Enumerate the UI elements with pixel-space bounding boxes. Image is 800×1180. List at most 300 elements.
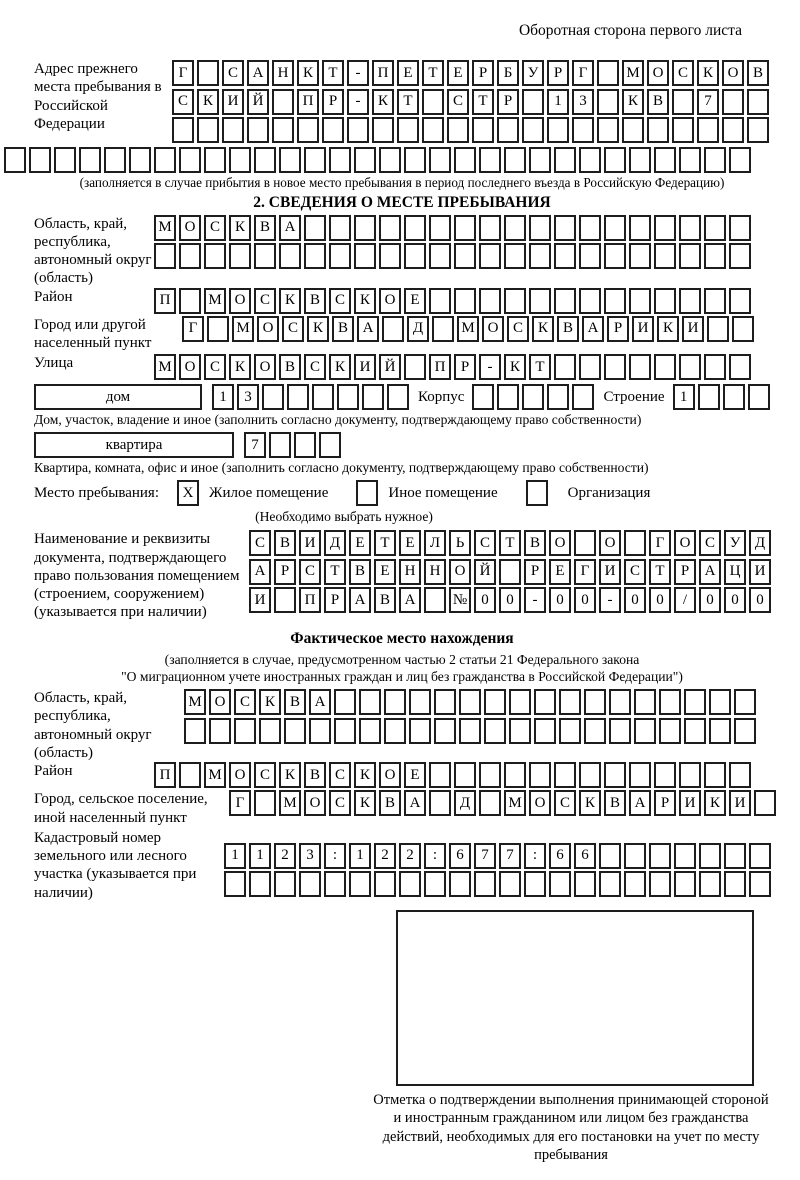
char-cell[interactable]: Р xyxy=(454,354,476,380)
char-cell[interactable]: Е xyxy=(549,559,571,585)
char-cell[interactable]: 1 xyxy=(673,384,695,410)
char-cell[interactable] xyxy=(629,215,651,241)
char-cell[interactable]: О xyxy=(599,530,621,556)
char-cell[interactable]: С xyxy=(282,316,304,342)
char-cell[interactable]: К xyxy=(532,316,554,342)
char-cell[interactable]: В xyxy=(279,354,301,380)
char-cell[interactable] xyxy=(499,559,521,585)
char-cell[interactable]: М xyxy=(204,288,226,314)
char-cell[interactable] xyxy=(554,147,576,173)
char-cell[interactable]: 0 xyxy=(499,587,521,613)
char-cell[interactable] xyxy=(322,117,344,143)
char-cell[interactable]: О xyxy=(209,689,231,715)
char-cell[interactable]: О xyxy=(482,316,504,342)
char-cell[interactable] xyxy=(434,718,456,744)
char-cell[interactable]: Р xyxy=(607,316,629,342)
char-cell[interactable] xyxy=(179,288,201,314)
char-cell[interactable] xyxy=(748,384,770,410)
char-cell[interactable] xyxy=(599,843,621,869)
char-cell[interactable] xyxy=(522,89,544,115)
char-cell[interactable]: П xyxy=(429,354,451,380)
char-cell[interactable]: Т xyxy=(529,354,551,380)
char-cell[interactable]: - xyxy=(599,587,621,613)
char-cell[interactable]: К xyxy=(354,762,376,788)
char-cell[interactable] xyxy=(404,354,426,380)
char-cell[interactable]: - xyxy=(347,89,369,115)
char-cell[interactable] xyxy=(597,117,619,143)
char-cell[interactable]: В xyxy=(332,316,354,342)
char-cell[interactable] xyxy=(274,871,296,897)
char-cell[interactable]: В xyxy=(254,215,276,241)
char-cell[interactable]: К xyxy=(372,89,394,115)
char-cell[interactable] xyxy=(629,288,651,314)
char-cell[interactable]: Б xyxy=(497,60,519,86)
char-cell[interactable] xyxy=(554,354,576,380)
char-cell[interactable] xyxy=(584,689,606,715)
char-cell[interactable]: К xyxy=(657,316,679,342)
char-cell[interactable] xyxy=(704,288,726,314)
char-cell[interactable] xyxy=(354,215,376,241)
char-cell[interactable] xyxy=(529,215,551,241)
char-cell[interactable]: С xyxy=(249,530,271,556)
char-cell[interactable] xyxy=(732,316,754,342)
char-cell[interactable] xyxy=(722,89,744,115)
char-cell[interactable] xyxy=(734,689,756,715)
char-cell[interactable] xyxy=(559,689,581,715)
char-cell[interactable]: М xyxy=(154,354,176,380)
char-cell[interactable] xyxy=(247,117,269,143)
char-cell[interactable] xyxy=(709,689,731,715)
char-cell[interactable] xyxy=(729,288,751,314)
char-cell[interactable] xyxy=(654,243,676,269)
char-cell[interactable] xyxy=(579,243,601,269)
char-cell[interactable] xyxy=(654,762,676,788)
char-cell[interactable] xyxy=(249,871,271,897)
char-cell[interactable] xyxy=(294,432,316,458)
char-cell[interactable] xyxy=(699,843,721,869)
char-cell[interactable] xyxy=(504,762,526,788)
char-cell[interactable]: 2 xyxy=(399,843,421,869)
char-cell[interactable]: М xyxy=(232,316,254,342)
char-cell[interactable] xyxy=(279,243,301,269)
char-cell[interactable] xyxy=(254,243,276,269)
char-cell[interactable]: С xyxy=(254,762,276,788)
char-cell[interactable] xyxy=(679,147,701,173)
char-cell[interactable] xyxy=(404,147,426,173)
char-cell[interactable]: А xyxy=(279,215,301,241)
char-cell[interactable] xyxy=(254,147,276,173)
char-cell[interactable]: Е xyxy=(404,288,426,314)
char-cell[interactable]: В xyxy=(304,762,326,788)
char-cell[interactable]: 0 xyxy=(574,587,596,613)
char-cell[interactable]: О xyxy=(379,288,401,314)
char-cell[interactable] xyxy=(679,215,701,241)
char-cell[interactable] xyxy=(329,243,351,269)
char-cell[interactable]: А xyxy=(357,316,379,342)
char-cell[interactable]: 0 xyxy=(749,587,771,613)
char-cell[interactable]: О xyxy=(674,530,696,556)
char-cell[interactable] xyxy=(484,718,506,744)
char-cell[interactable] xyxy=(604,762,626,788)
char-cell[interactable] xyxy=(204,147,226,173)
char-cell[interactable] xyxy=(409,689,431,715)
char-cell[interactable] xyxy=(104,147,126,173)
char-cell[interactable] xyxy=(674,871,696,897)
char-cell[interactable]: Р xyxy=(322,89,344,115)
char-cell[interactable]: Т xyxy=(374,530,396,556)
char-cell[interactable]: Д xyxy=(454,790,476,816)
char-cell[interactable] xyxy=(479,147,501,173)
char-cell[interactable] xyxy=(387,384,409,410)
char-cell[interactable] xyxy=(429,288,451,314)
char-cell[interactable] xyxy=(432,316,454,342)
char-cell[interactable] xyxy=(359,718,381,744)
char-cell[interactable]: О xyxy=(179,354,201,380)
char-cell[interactable] xyxy=(649,871,671,897)
char-cell[interactable] xyxy=(309,718,331,744)
char-cell[interactable]: В xyxy=(524,530,546,556)
char-cell[interactable]: С xyxy=(204,354,226,380)
char-cell[interactable]: Г xyxy=(649,530,671,556)
char-cell[interactable] xyxy=(454,243,476,269)
char-cell[interactable] xyxy=(649,843,671,869)
char-cell[interactable] xyxy=(604,215,626,241)
char-cell[interactable] xyxy=(624,871,646,897)
char-cell[interactable] xyxy=(454,147,476,173)
char-cell[interactable]: И xyxy=(729,790,751,816)
char-cell[interactable] xyxy=(54,147,76,173)
char-cell[interactable]: 3 xyxy=(237,384,259,410)
char-cell[interactable] xyxy=(604,147,626,173)
char-cell[interactable] xyxy=(254,790,276,816)
char-cell[interactable] xyxy=(499,871,521,897)
char-cell[interactable] xyxy=(604,354,626,380)
char-cell[interactable]: Н xyxy=(399,559,421,585)
char-cell[interactable]: А xyxy=(404,790,426,816)
char-cell[interactable]: А xyxy=(309,689,331,715)
char-cell[interactable] xyxy=(672,89,694,115)
char-cell[interactable]: С xyxy=(554,790,576,816)
char-cell[interactable] xyxy=(449,871,471,897)
char-cell[interactable]: Т xyxy=(499,530,521,556)
char-cell[interactable] xyxy=(349,871,371,897)
char-cell[interactable]: В xyxy=(274,530,296,556)
char-cell[interactable] xyxy=(549,871,571,897)
char-cell[interactable] xyxy=(522,117,544,143)
char-cell[interactable]: С xyxy=(254,288,276,314)
char-cell[interactable]: У xyxy=(522,60,544,86)
char-cell[interactable] xyxy=(509,689,531,715)
char-cell[interactable] xyxy=(504,215,526,241)
char-cell[interactable]: Т xyxy=(397,89,419,115)
char-cell[interactable] xyxy=(654,288,676,314)
char-cell[interactable] xyxy=(474,871,496,897)
char-cell[interactable] xyxy=(459,718,481,744)
char-cell[interactable] xyxy=(659,689,681,715)
char-cell[interactable] xyxy=(722,117,744,143)
char-cell[interactable] xyxy=(684,718,706,744)
char-cell[interactable]: 7 xyxy=(244,432,266,458)
char-cell[interactable]: Г xyxy=(229,790,251,816)
char-cell[interactable] xyxy=(584,718,606,744)
char-cell[interactable]: К xyxy=(297,60,319,86)
char-cell[interactable]: Т xyxy=(472,89,494,115)
char-cell[interactable] xyxy=(529,762,551,788)
char-cell[interactable]: Т xyxy=(324,559,346,585)
char-cell[interactable]: 0 xyxy=(649,587,671,613)
char-cell[interactable]: Р xyxy=(674,559,696,585)
char-cell[interactable]: В xyxy=(349,559,371,585)
char-cell[interactable] xyxy=(579,354,601,380)
char-cell[interactable]: Д xyxy=(407,316,429,342)
char-cell[interactable] xyxy=(554,762,576,788)
char-cell[interactable]: А xyxy=(582,316,604,342)
char-cell[interactable] xyxy=(459,689,481,715)
char-cell[interactable]: - xyxy=(479,354,501,380)
char-cell[interactable] xyxy=(524,871,546,897)
char-cell[interactable]: К xyxy=(504,354,526,380)
char-cell[interactable]: А xyxy=(247,60,269,86)
char-cell[interactable]: Ь xyxy=(449,530,471,556)
char-cell[interactable] xyxy=(729,243,751,269)
char-cell[interactable] xyxy=(197,60,219,86)
char-cell[interactable] xyxy=(704,354,726,380)
char-cell[interactable]: 3 xyxy=(572,89,594,115)
char-cell[interactable] xyxy=(707,316,729,342)
char-cell[interactable]: О xyxy=(304,790,326,816)
char-cell[interactable] xyxy=(374,871,396,897)
char-cell[interactable] xyxy=(704,762,726,788)
char-cell[interactable] xyxy=(299,871,321,897)
char-cell[interactable] xyxy=(404,215,426,241)
char-cell[interactable]: К xyxy=(579,790,601,816)
char-cell[interactable] xyxy=(674,843,696,869)
char-cell[interactable] xyxy=(422,89,444,115)
char-cell[interactable] xyxy=(312,384,334,410)
char-cell[interactable]: В xyxy=(604,790,626,816)
char-cell[interactable] xyxy=(629,762,651,788)
char-cell[interactable]: И xyxy=(354,354,376,380)
char-cell[interactable]: О xyxy=(647,60,669,86)
char-cell[interactable]: В xyxy=(304,288,326,314)
char-cell[interactable] xyxy=(429,215,451,241)
char-cell[interactable] xyxy=(704,243,726,269)
char-cell[interactable] xyxy=(609,689,631,715)
char-cell[interactable]: 1 xyxy=(212,384,234,410)
char-cell[interactable] xyxy=(372,117,394,143)
char-cell[interactable]: К xyxy=(259,689,281,715)
char-cell[interactable] xyxy=(354,147,376,173)
char-cell[interactable] xyxy=(629,147,651,173)
char-cell[interactable]: К xyxy=(279,288,301,314)
char-cell[interactable] xyxy=(224,871,246,897)
char-cell[interactable]: № xyxy=(449,587,471,613)
char-cell[interactable]: И xyxy=(249,587,271,613)
char-cell[interactable] xyxy=(347,117,369,143)
char-cell[interactable]: С xyxy=(299,559,321,585)
char-cell[interactable] xyxy=(634,718,656,744)
char-cell[interactable]: О xyxy=(379,762,401,788)
char-cell[interactable]: В xyxy=(647,89,669,115)
char-cell[interactable] xyxy=(454,762,476,788)
char-cell[interactable] xyxy=(479,243,501,269)
char-cell[interactable]: О xyxy=(722,60,744,86)
char-cell[interactable]: К xyxy=(697,60,719,86)
char-cell[interactable]: А xyxy=(629,790,651,816)
char-cell[interactable]: С xyxy=(672,60,694,86)
char-cell[interactable] xyxy=(679,243,701,269)
char-cell[interactable]: 0 xyxy=(474,587,496,613)
char-cell[interactable]: И xyxy=(632,316,654,342)
char-cell[interactable]: Р xyxy=(524,559,546,585)
char-cell[interactable]: Г xyxy=(574,559,596,585)
char-cell[interactable]: И xyxy=(749,559,771,585)
char-cell[interactable] xyxy=(497,384,519,410)
char-cell[interactable]: С xyxy=(507,316,529,342)
char-cell[interactable] xyxy=(179,147,201,173)
char-cell[interactable]: А xyxy=(699,559,721,585)
stay-type-checkbox-residential[interactable]: X xyxy=(177,480,199,506)
char-cell[interactable]: А xyxy=(249,559,271,585)
char-cell[interactable]: П xyxy=(372,60,394,86)
char-cell[interactable]: У xyxy=(724,530,746,556)
char-cell[interactable] xyxy=(409,718,431,744)
char-cell[interactable] xyxy=(262,384,284,410)
char-cell[interactable] xyxy=(654,147,676,173)
char-cell[interactable] xyxy=(382,316,404,342)
char-cell[interactable]: В xyxy=(747,60,769,86)
char-cell[interactable]: М xyxy=(154,215,176,241)
char-cell[interactable] xyxy=(337,384,359,410)
char-cell[interactable] xyxy=(229,243,251,269)
char-cell[interactable]: М xyxy=(279,790,301,816)
char-cell[interactable]: О xyxy=(254,354,276,380)
char-cell[interactable] xyxy=(272,117,294,143)
char-cell[interactable] xyxy=(472,117,494,143)
char-cell[interactable] xyxy=(547,117,569,143)
char-cell[interactable]: И xyxy=(682,316,704,342)
char-cell[interactable] xyxy=(679,288,701,314)
char-cell[interactable] xyxy=(404,243,426,269)
char-cell[interactable] xyxy=(654,354,676,380)
char-cell[interactable]: Г xyxy=(572,60,594,86)
char-cell[interactable] xyxy=(534,689,556,715)
char-cell[interactable] xyxy=(329,147,351,173)
char-cell[interactable]: : xyxy=(424,843,446,869)
char-cell[interactable] xyxy=(723,384,745,410)
stay-type-checkbox-organization[interactable] xyxy=(526,480,548,506)
char-cell[interactable]: К xyxy=(704,790,726,816)
char-cell[interactable] xyxy=(529,243,551,269)
char-cell[interactable] xyxy=(4,147,26,173)
char-cell[interactable] xyxy=(424,587,446,613)
char-cell[interactable] xyxy=(724,843,746,869)
char-cell[interactable]: : xyxy=(324,843,346,869)
char-cell[interactable] xyxy=(384,718,406,744)
char-cell[interactable] xyxy=(207,316,229,342)
char-cell[interactable] xyxy=(729,215,751,241)
char-cell[interactable] xyxy=(698,384,720,410)
char-cell[interactable]: С xyxy=(329,790,351,816)
char-cell[interactable] xyxy=(479,215,501,241)
char-cell[interactable] xyxy=(429,147,451,173)
char-cell[interactable]: С xyxy=(624,559,646,585)
char-cell[interactable]: О xyxy=(529,790,551,816)
char-cell[interactable]: С xyxy=(447,89,469,115)
char-cell[interactable]: И xyxy=(679,790,701,816)
char-cell[interactable]: 0 xyxy=(624,587,646,613)
char-cell[interactable] xyxy=(704,215,726,241)
char-cell[interactable] xyxy=(479,762,501,788)
char-cell[interactable]: М xyxy=(622,60,644,86)
char-cell[interactable]: 3 xyxy=(299,843,321,869)
char-cell[interactable] xyxy=(287,384,309,410)
char-cell[interactable]: А xyxy=(399,587,421,613)
char-cell[interactable]: Е xyxy=(399,530,421,556)
char-cell[interactable] xyxy=(229,147,251,173)
char-cell[interactable] xyxy=(274,587,296,613)
char-cell[interactable] xyxy=(679,762,701,788)
char-cell[interactable]: Ц xyxy=(724,559,746,585)
char-cell[interactable] xyxy=(429,762,451,788)
char-cell[interactable]: Т xyxy=(322,60,344,86)
char-cell[interactable] xyxy=(424,871,446,897)
char-cell[interactable]: 6 xyxy=(574,843,596,869)
char-cell[interactable]: 7 xyxy=(499,843,521,869)
char-cell[interactable]: Р xyxy=(274,559,296,585)
char-cell[interactable] xyxy=(554,288,576,314)
char-cell[interactable] xyxy=(79,147,101,173)
char-cell[interactable]: О xyxy=(549,530,571,556)
char-cell[interactable]: М xyxy=(184,689,206,715)
char-cell[interactable]: М xyxy=(504,790,526,816)
char-cell[interactable] xyxy=(129,147,151,173)
char-cell[interactable] xyxy=(599,871,621,897)
char-cell[interactable]: 2 xyxy=(374,843,396,869)
char-cell[interactable] xyxy=(522,384,544,410)
char-cell[interactable]: 2 xyxy=(274,843,296,869)
char-cell[interactable] xyxy=(604,288,626,314)
char-cell[interactable] xyxy=(574,871,596,897)
char-cell[interactable] xyxy=(222,117,244,143)
char-cell[interactable]: Й xyxy=(247,89,269,115)
char-cell[interactable] xyxy=(399,871,421,897)
char-cell[interactable]: А xyxy=(349,587,371,613)
char-cell[interactable] xyxy=(654,215,676,241)
char-cell[interactable] xyxy=(359,689,381,715)
char-cell[interactable] xyxy=(334,689,356,715)
char-cell[interactable]: Р xyxy=(497,89,519,115)
char-cell[interactable] xyxy=(334,718,356,744)
char-cell[interactable] xyxy=(479,288,501,314)
char-cell[interactable] xyxy=(747,117,769,143)
char-cell[interactable] xyxy=(172,117,194,143)
char-cell[interactable] xyxy=(579,147,601,173)
char-cell[interactable] xyxy=(574,530,596,556)
char-cell[interactable] xyxy=(529,288,551,314)
char-cell[interactable] xyxy=(472,384,494,410)
char-cell[interactable] xyxy=(622,117,644,143)
char-cell[interactable]: К xyxy=(622,89,644,115)
char-cell[interactable] xyxy=(422,117,444,143)
char-cell[interactable] xyxy=(154,243,176,269)
char-cell[interactable]: Й xyxy=(379,354,401,380)
char-cell[interactable] xyxy=(324,871,346,897)
char-cell[interactable] xyxy=(509,718,531,744)
char-cell[interactable] xyxy=(447,117,469,143)
char-cell[interactable]: Р xyxy=(472,60,494,86)
char-cell[interactable]: К xyxy=(354,288,376,314)
